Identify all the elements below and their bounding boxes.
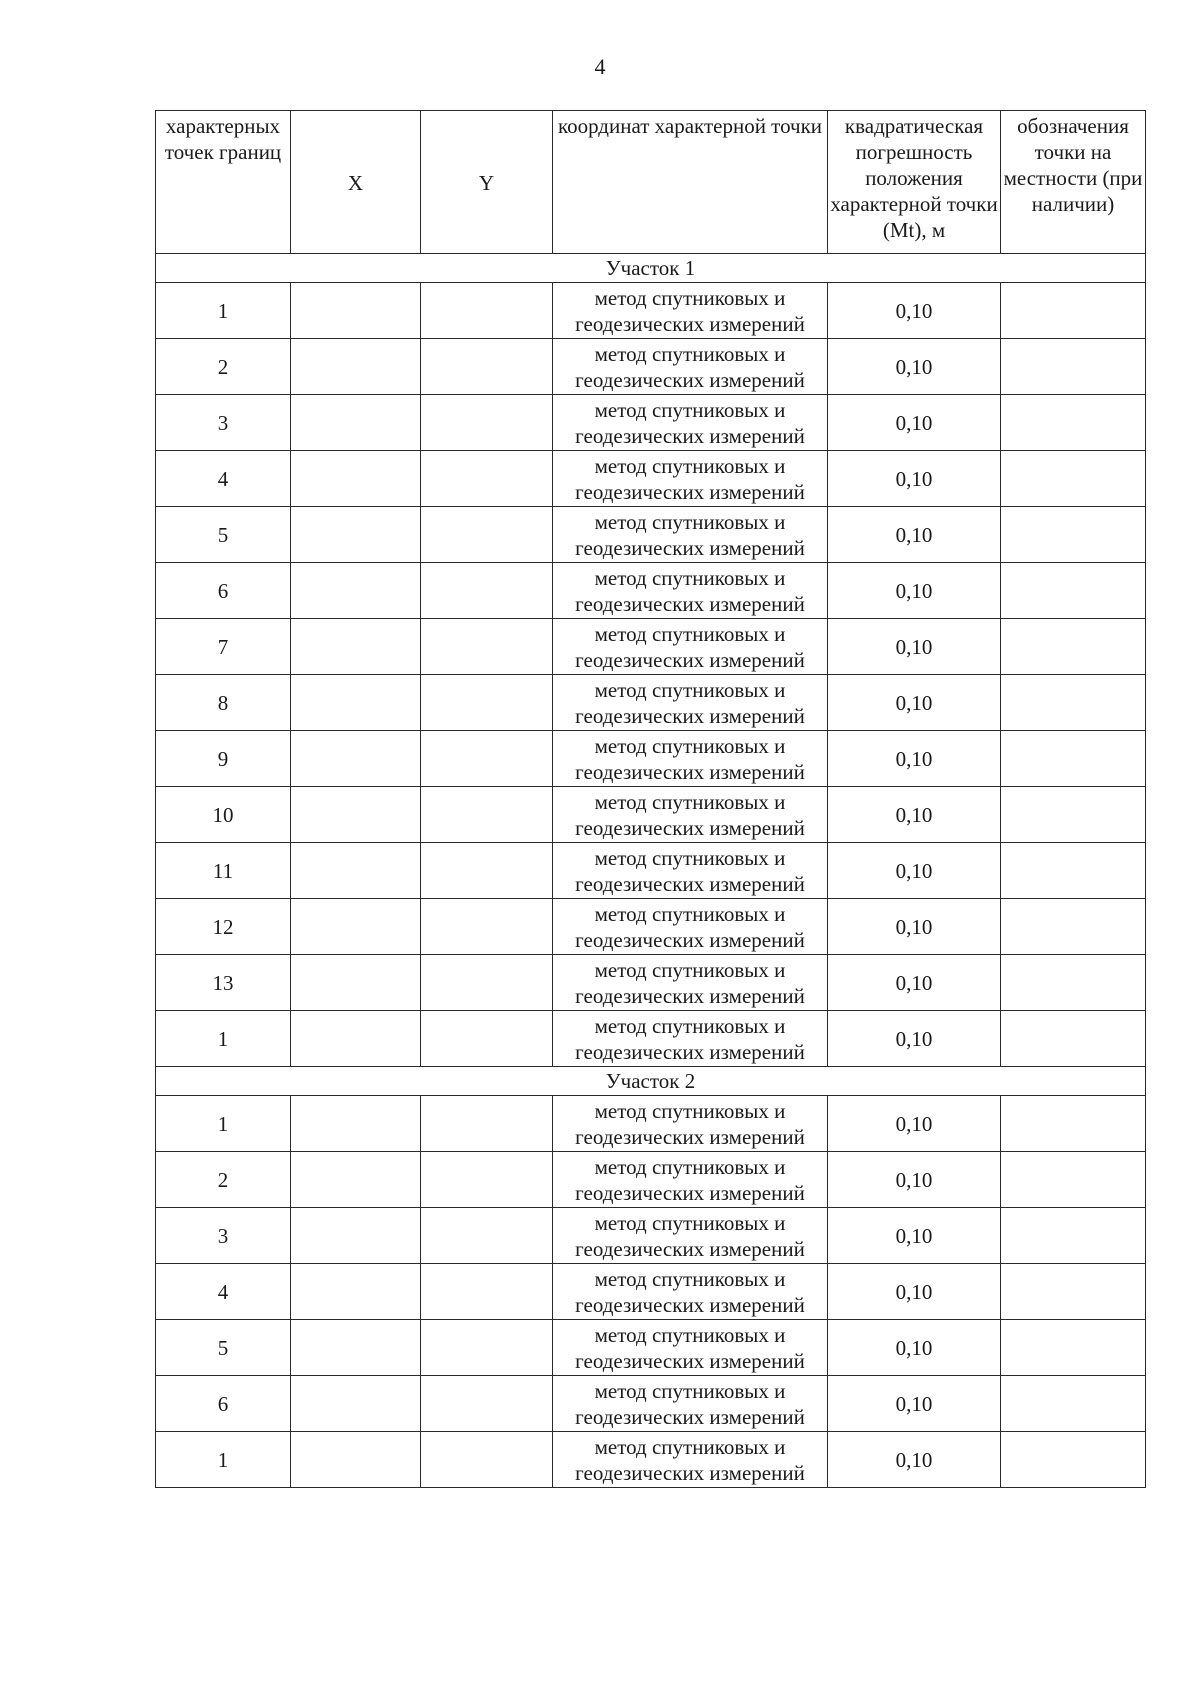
table-row [156, 787, 1146, 843]
table-row [156, 283, 1146, 339]
table-header-row [156, 111, 1146, 254]
cell-point-number: 1 [156, 1096, 291, 1152]
cell-error: 0,10 [828, 563, 1001, 619]
cell-x [291, 1376, 421, 1432]
cell-marking [1001, 955, 1146, 1011]
cell-point-number: 6 [156, 1376, 291, 1432]
cell-marking [1001, 1432, 1146, 1488]
cell-x [291, 507, 421, 563]
coordinates-table [155, 110, 1146, 1488]
cell-method: метод спутниковых и геодезических измерений [553, 507, 828, 563]
cell-x [291, 787, 421, 843]
cell-marking [1001, 1152, 1146, 1208]
header-y: Y [421, 111, 553, 254]
cell-method: метод спутниковых и геодезических измерений [553, 731, 828, 787]
cell-x [291, 619, 421, 675]
cell-marking [1001, 1011, 1146, 1067]
table-row [156, 1152, 1146, 1208]
table-body [156, 254, 1146, 1488]
cell-method: метод спутниковых и геодезических измерений [553, 843, 828, 899]
table-row [156, 563, 1146, 619]
cell-point-number: 1 [156, 1432, 291, 1488]
table-row [156, 395, 1146, 451]
table-row [156, 1376, 1146, 1432]
table-row [156, 619, 1146, 675]
cell-error: 0,10 [828, 1432, 1001, 1488]
table-row [156, 843, 1146, 899]
cell-y [421, 1011, 553, 1067]
cell-point-number: 2 [156, 339, 291, 395]
cell-error: 0,10 [828, 843, 1001, 899]
header-method: координат характерной точки [553, 111, 828, 254]
cell-point-number: 9 [156, 731, 291, 787]
cell-x [291, 451, 421, 507]
cell-y [421, 843, 553, 899]
cell-error: 0,10 [828, 1264, 1001, 1320]
section-title: Участок 1 [156, 254, 1146, 283]
cell-y [421, 1208, 553, 1264]
cell-x [291, 339, 421, 395]
table-row [156, 1208, 1146, 1264]
cell-point-number: 8 [156, 675, 291, 731]
table-row [156, 451, 1146, 507]
cell-marking [1001, 1376, 1146, 1432]
cell-y [421, 451, 553, 507]
table-row [156, 1320, 1146, 1376]
cell-error: 0,10 [828, 451, 1001, 507]
cell-error: 0,10 [828, 899, 1001, 955]
cell-marking [1001, 675, 1146, 731]
cell-x [291, 563, 421, 619]
cell-marking [1001, 507, 1146, 563]
cell-y [421, 395, 553, 451]
cell-y [421, 675, 553, 731]
cell-method: метод спутниковых и геодезических измерений [553, 563, 828, 619]
cell-x [291, 283, 421, 339]
header-marking: обозначения точки на местности (при наличии) [1001, 111, 1146, 254]
cell-marking [1001, 395, 1146, 451]
cell-method: метод спутниковых и геодезических измерений [553, 395, 828, 451]
cell-marking [1001, 563, 1146, 619]
cell-y [421, 787, 553, 843]
cell-error: 0,10 [828, 787, 1001, 843]
cell-y [421, 731, 553, 787]
cell-x [291, 843, 421, 899]
cell-y [421, 1320, 553, 1376]
cell-error: 0,10 [828, 507, 1001, 563]
cell-method: метод спутниковых и геодезических измерений [553, 1096, 828, 1152]
cell-point-number: 4 [156, 451, 291, 507]
cell-marking [1001, 1208, 1146, 1264]
cell-marking [1001, 339, 1146, 395]
cell-error: 0,10 [828, 619, 1001, 675]
cell-method: метод спутниковых и геодезических измерений [553, 283, 828, 339]
header-error: квадратическая погрешность положения характерной точки (Mt), м [828, 111, 1001, 254]
cell-y [421, 955, 553, 1011]
cell-y [421, 1264, 553, 1320]
table-row [156, 899, 1146, 955]
table-row [156, 955, 1146, 1011]
cell-x [291, 1096, 421, 1152]
cell-x [291, 731, 421, 787]
cell-x [291, 395, 421, 451]
cell-error: 0,10 [828, 955, 1001, 1011]
table-row [156, 1264, 1146, 1320]
cell-marking [1001, 787, 1146, 843]
cell-method: метод спутниковых и геодезических измерений [553, 451, 828, 507]
cell-marking [1001, 1320, 1146, 1376]
cell-method: метод спутниковых и геодезических измерений [553, 1011, 828, 1067]
cell-error: 0,10 [828, 1152, 1001, 1208]
cell-y [421, 339, 553, 395]
cell-marking [1001, 619, 1146, 675]
table-row [156, 1011, 1146, 1067]
cell-marking [1001, 1096, 1146, 1152]
cell-marking [1001, 283, 1146, 339]
cell-y [421, 1376, 553, 1432]
cell-error: 0,10 [828, 675, 1001, 731]
cell-y [421, 507, 553, 563]
cell-point-number: 1 [156, 283, 291, 339]
header-x: X [291, 111, 421, 254]
cell-error: 0,10 [828, 1096, 1001, 1152]
cell-method: метод спутниковых и геодезических измерений [553, 899, 828, 955]
cell-method: метод спутниковых и геодезических измерений [553, 675, 828, 731]
cell-method: метод спутниковых и геодезических измерений [553, 787, 828, 843]
cell-error: 0,10 [828, 1208, 1001, 1264]
cell-error: 0,10 [828, 339, 1001, 395]
cell-x [291, 955, 421, 1011]
cell-x [291, 675, 421, 731]
cell-y [421, 283, 553, 339]
cell-x [291, 1264, 421, 1320]
cell-y [421, 1152, 553, 1208]
section-header-row [156, 254, 1146, 283]
cell-method: метод спутниковых и геодезических измерений [553, 1152, 828, 1208]
cell-method: метод спутниковых и геодезических измерений [553, 1264, 828, 1320]
cell-error: 0,10 [828, 395, 1001, 451]
cell-x [291, 1208, 421, 1264]
cell-y [421, 563, 553, 619]
cell-point-number: 12 [156, 899, 291, 955]
cell-x [291, 1011, 421, 1067]
cell-method: метод спутниковых и геодезических измерений [553, 955, 828, 1011]
cell-y [421, 1096, 553, 1152]
table-row [156, 507, 1146, 563]
section-title: Участок 2 [156, 1067, 1146, 1096]
cell-point-number: 11 [156, 843, 291, 899]
cell-x [291, 1320, 421, 1376]
header-point-number: характерных точек границ [156, 111, 291, 254]
cell-point-number: 7 [156, 619, 291, 675]
cell-x [291, 899, 421, 955]
cell-point-number: 1 [156, 1011, 291, 1067]
cell-point-number: 2 [156, 1152, 291, 1208]
cell-error: 0,10 [828, 731, 1001, 787]
cell-point-number: 5 [156, 1320, 291, 1376]
cell-method: метод спутниковых и геодезических измерений [553, 1208, 828, 1264]
cell-marking [1001, 843, 1146, 899]
cell-y [421, 619, 553, 675]
cell-error: 0,10 [828, 1376, 1001, 1432]
cell-method: метод спутниковых и геодезических измерений [553, 1432, 828, 1488]
cell-point-number: 6 [156, 563, 291, 619]
cell-point-number: 3 [156, 1208, 291, 1264]
cell-error: 0,10 [828, 1011, 1001, 1067]
table-row [156, 675, 1146, 731]
table-row [156, 731, 1146, 787]
cell-error: 0,10 [828, 1320, 1001, 1376]
cell-x [291, 1432, 421, 1488]
cell-y [421, 899, 553, 955]
cell-marking [1001, 899, 1146, 955]
cell-method: метод спутниковых и геодезических измерений [553, 619, 828, 675]
cell-point-number: 13 [156, 955, 291, 1011]
cell-marking [1001, 1264, 1146, 1320]
table-row [156, 1432, 1146, 1488]
cell-marking [1001, 451, 1146, 507]
cell-point-number: 3 [156, 395, 291, 451]
cell-error: 0,10 [828, 283, 1001, 339]
cell-point-number: 10 [156, 787, 291, 843]
table-row [156, 1096, 1146, 1152]
page-number: 4 [594, 54, 606, 79]
cell-marking [1001, 731, 1146, 787]
cell-x [291, 1152, 421, 1208]
cell-method: метод спутниковых и геодезических измерений [553, 1320, 828, 1376]
cell-point-number: 4 [156, 1264, 291, 1320]
cell-y [421, 1432, 553, 1488]
table-row [156, 339, 1146, 395]
cell-method: метод спутниковых и геодезических измерений [553, 1376, 828, 1432]
section-header-row [156, 1067, 1146, 1096]
cell-method: метод спутниковых и геодезических измерений [553, 339, 828, 395]
cell-point-number: 5 [156, 507, 291, 563]
